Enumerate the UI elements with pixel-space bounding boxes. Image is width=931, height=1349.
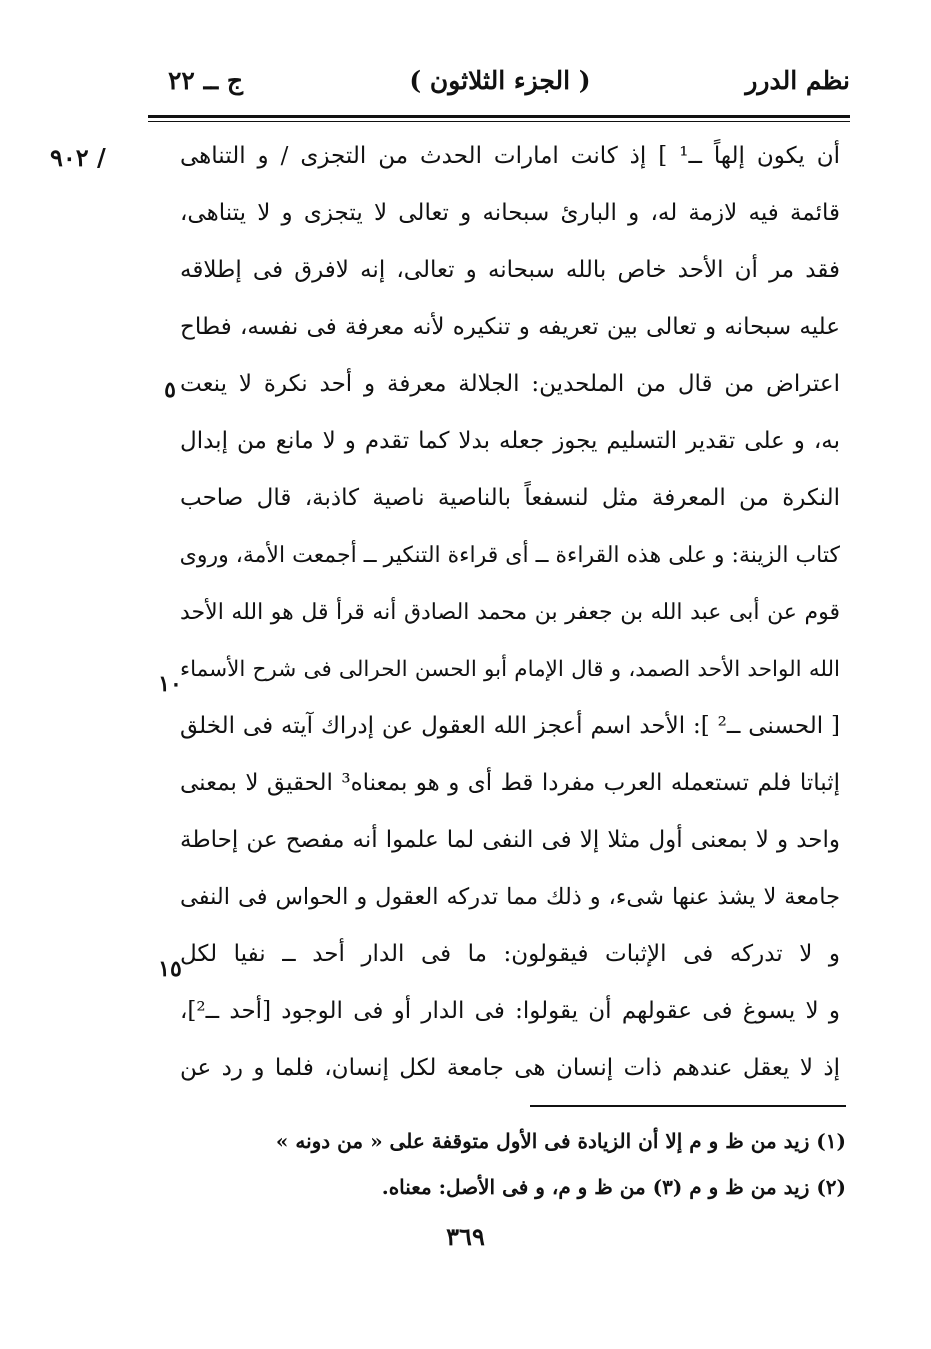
text-line: اعتراض من قال من الملحدين: الجلالة معرفة و أحد نكرة لا ينعت: [180, 371, 840, 397]
text-line: و لا تدركه فى الإثبات فيقولون: ما فى الدار أحد ــ نفيا لكل: [180, 941, 840, 967]
text-line: إذ لا يعقل عندهم ذات إنسان هى جامعة لكل إنسان، فلما و رد عن: [180, 1055, 840, 1081]
header-rule-thick: [148, 115, 850, 118]
footnote-1: (١) زيد من ظ و م إلا أن الزيادة فى الأول متوقفة على « من دونه »: [275, 1129, 846, 1153]
text-line: جامعة لا يشذ عنها شىء، و ذلك مما تدركه العقول و الحواس فى النفى: [180, 884, 840, 910]
text-line: فقد مر أن الأحد خاص بالله سبحانه و تعالى، إنه لافرق فى إطلاقه: [180, 257, 840, 283]
text-line: [ الحسنى ــ² ]: الأحد اسم أعجز الله العقول عن إدراك آيته فى الخلق: [180, 713, 840, 739]
page-header: [150, 62, 850, 106]
header-rule-thin: [148, 121, 850, 122]
text-line: كتاب الزينة: و على هذه القراءة ــ أى قراءة التنكير ــ أجمعت الأمة، وروى: [180, 543, 840, 568]
text-line: قوم عن أبى عبد الله بن جعفر بن محمد الصادق أنه قرأ قل هو الله الأحد: [180, 600, 840, 625]
text-line: الله الواحد الأحد الصمد، و قال الإمام أبو الحسن الحرالى فى شرح الأسماء: [180, 657, 840, 682]
text-line: به، و على تقدير التسليم يجوز جعله بدلا كما تقدم و لا مانع من إبدال: [180, 428, 840, 454]
page-number: ٣٦٩: [446, 1222, 485, 1251]
manuscript-folio-ref: / ٩٠٢: [50, 143, 106, 172]
text-line: قائمة فيه لازمة له، و البارئ سبحانه و تعالى لا يتجزى و لا يتناهى،: [180, 200, 840, 226]
text-line: أن يكون إلهاً ــ¹ ] إذ كانت امارات الحدث من التجزى / و التناهى: [180, 143, 840, 169]
text-line: و لا يسوغ فى عقولهم أن يقولوا: فى الدار أو فى الوجود [أحد ــ²]،: [180, 998, 840, 1024]
line-number-15: ١٥: [158, 956, 182, 982]
line-number-10: ١٠: [158, 671, 182, 697]
book-title: نظم الدرر: [745, 66, 850, 95]
text-line: واحد و لا بمعنى أول مثلا إلا فى النفى لما علموا أنه مفصح عن إحاطة: [180, 827, 840, 853]
text-line: إثباتا فلم تستعمله العرب مفردا قط أى و هو بمعناه³ الحقيق لا بمعنى: [180, 770, 840, 796]
part-label: ( الجزء الثلاثون ): [409, 66, 591, 95]
footnote-2-3: (٢) زيد من ظ و م (٣) من ظ و م، و فى الأصل: معناه.: [381, 1175, 846, 1199]
volume-label: ج ــ ٢٢: [168, 66, 244, 95]
body-text: [180, 128, 840, 1097]
text-line: النكرة من المعرفة مثل لنسفعاً بالناصية ناصية كاذبة، قال صاحب: [180, 485, 840, 511]
text-line: عليه سبحانه و تعالى بين تعريفه و تنكيره لأنه معرفة فى نفسه، فطاح: [180, 314, 840, 340]
line-number-5: ٥: [164, 377, 176, 403]
footnotes: [190, 1118, 846, 1210]
footnote-separator: [530, 1105, 846, 1107]
